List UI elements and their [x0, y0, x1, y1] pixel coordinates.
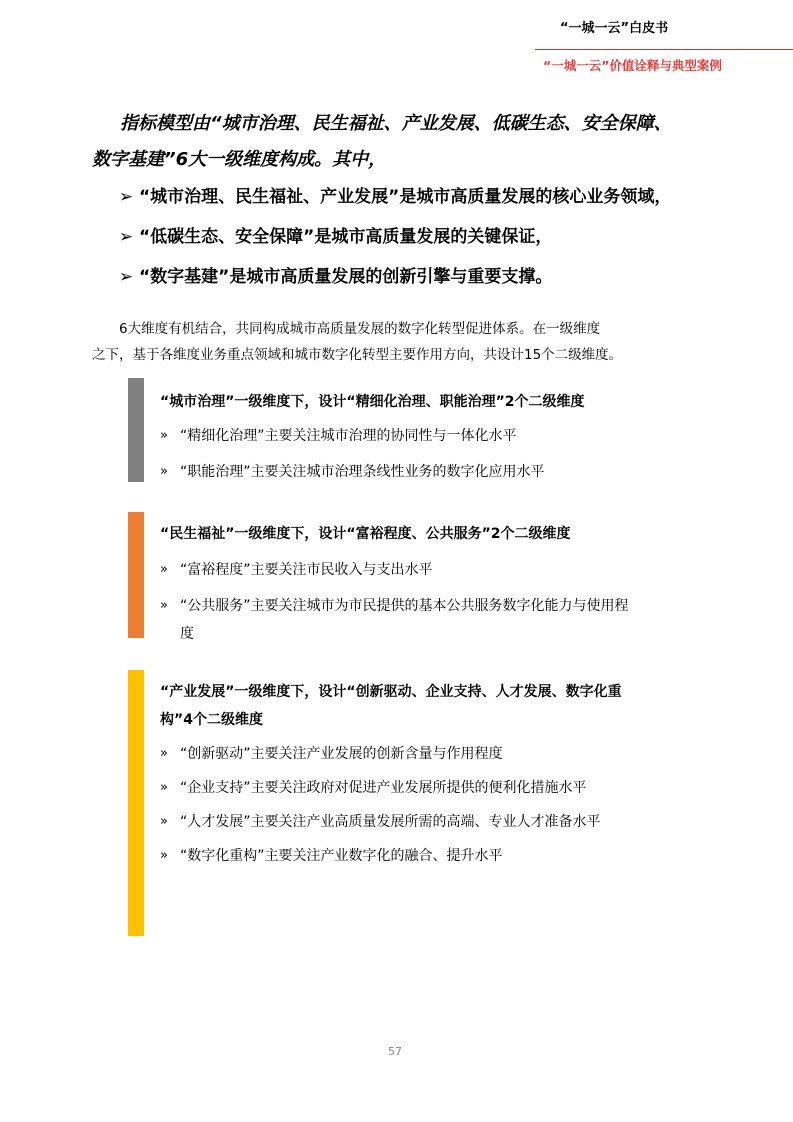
intro-line-1: 指标模型由“城市治理、民生福祉、产业发展、低碳生态、安全保障、 [120, 113, 672, 134]
key-point-text: “数字基建”是城市高质量发展的创新引擎与重要支撑。 [139, 267, 553, 287]
card-item-text: “人才发展”主要关注产业高质量发展所需的高端、专业人才准备水平 [180, 814, 601, 830]
key-point [119, 182, 739, 222]
arrow-bullet-icon: ➢ [119, 187, 134, 207]
header-subtitle: “一城一云”价值诠释与典型案例 [543, 58, 722, 73]
paragraph-line-1: 6大维度有机结合，共同构成城市高质量发展的数字化转型促进体系。在一级维度 [119, 321, 601, 337]
page-number: 57 [388, 1045, 402, 1058]
card-item [160, 808, 630, 836]
card-item-text: “创新驱动”主要关注产业发展的创新含量与作用程度 [180, 746, 503, 762]
card-heading: “城市治理”一级维度下，设计“精细化治理、职能治理”2个二级维度 [160, 394, 585, 410]
dimension-card-livelihood [128, 512, 648, 642]
card-item-text: “富裕程度”主要关注市民收入与支出水平 [180, 562, 433, 578]
card-item [160, 592, 630, 648]
arrow-bullet-icon: ➢ [119, 227, 134, 247]
card-item-text: “精细化治理”主要关注城市治理的协同性与一体化水平 [180, 428, 517, 444]
key-point [119, 262, 739, 302]
card-content [160, 520, 630, 648]
card-item-text: “数字化重构”主要关注产业数字化的融合、提升水平 [180, 848, 503, 864]
card-accent-bar [128, 512, 144, 638]
card-item-text: “公共服务”主要关注城市为市民提供的基本公共服务数字化能力与使用程度 [180, 598, 629, 642]
card-heading: “民生福祉”一级维度下，设计“富裕程度、公共服务”2个二级维度 [160, 526, 571, 542]
chevron-right-icon: » [160, 464, 168, 479]
card-accent-bar [128, 670, 144, 936]
dimension-card-industry [128, 670, 648, 936]
arrow-bullet-icon: ➢ [119, 267, 134, 287]
card-item [160, 458, 640, 486]
key-point-text: “低碳生态、安全保障”是城市高质量发展的关键保证， [139, 227, 553, 247]
card-item [160, 422, 640, 450]
card-item [160, 740, 630, 768]
body-paragraph [92, 316, 732, 368]
key-point [119, 222, 739, 262]
dimension-card-city-governance [128, 378, 648, 482]
header-title: “一城一云”白皮书 [560, 21, 669, 36]
card-item [160, 842, 630, 870]
chevron-right-icon: » [160, 562, 168, 577]
card-item [160, 556, 630, 584]
card-accent-bar [128, 378, 144, 482]
intro-text [92, 106, 732, 178]
chevron-right-icon: » [160, 746, 168, 761]
chevron-right-icon: » [160, 814, 168, 829]
card-heading: “产业发展”一级维度下，设计“创新驱动、企业支持、人才发展、数字化重构”4个二级维度 [160, 684, 622, 728]
chevron-right-icon: » [160, 598, 168, 613]
card-item-text: “企业支持”主要关注政府对促进产业发展所提供的便利化措施水平 [180, 780, 587, 796]
card-item [160, 774, 630, 802]
chevron-right-icon: » [160, 780, 168, 795]
card-content [160, 388, 640, 486]
chevron-right-icon: » [160, 848, 168, 863]
header-divider [535, 49, 793, 50]
chevron-right-icon: » [160, 428, 168, 443]
key-point-text: “城市治理、民生福祉、产业发展”是城市高质量发展的核心业务领域， [139, 187, 672, 207]
card-item-text: “职能治理”主要关注城市治理条线性业务的数字化应用水平 [180, 464, 545, 480]
key-points-list [119, 182, 739, 302]
card-content [160, 678, 630, 870]
paragraph-line-2: 之下，基于各维度业务重点领域和城市数字化转型主要作用方向，共设计15个二级维度。 [92, 347, 623, 363]
intro-line-2: 数字基建”6大一级维度构成。其中， [92, 149, 387, 170]
